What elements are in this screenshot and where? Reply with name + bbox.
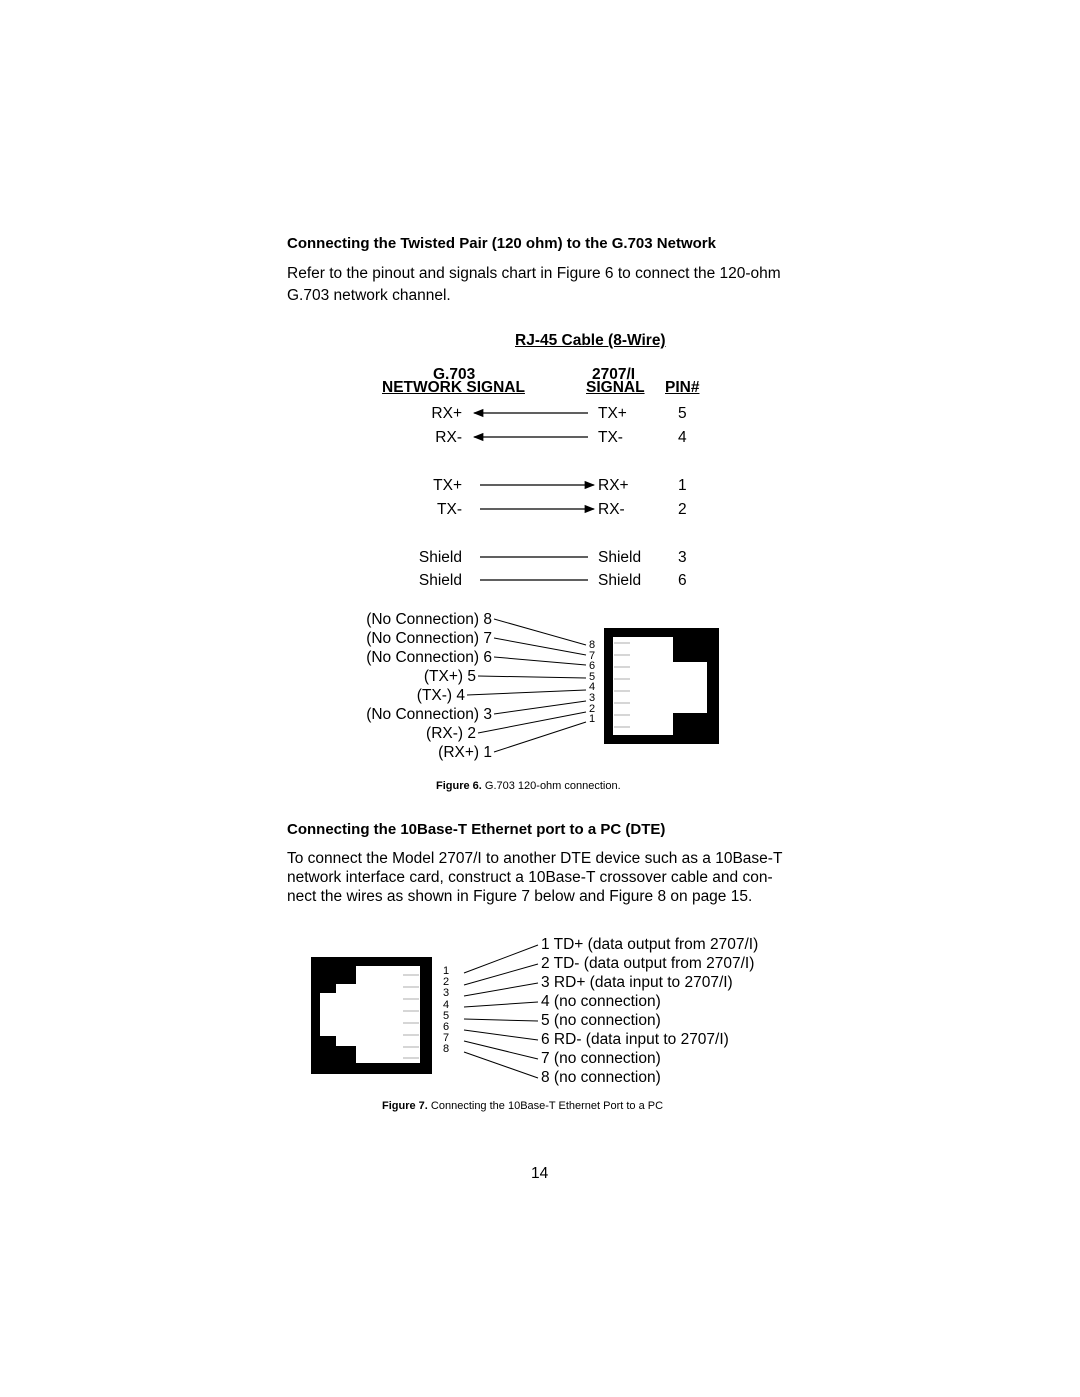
pin-description: 6 RD- (data input to 2707/I) <box>541 1031 729 1048</box>
rj45-jack-figure7 <box>311 957 432 1074</box>
rj45-jack-figure6 <box>604 628 719 744</box>
signal-cell: Shield <box>598 572 642 589</box>
jack-pin-number: 6 <box>589 660 596 673</box>
jack-pin-number: 2 <box>443 976 450 989</box>
jack-pin-label: (TX+) 5 <box>423 668 476 685</box>
col-network-signal-header: NETWORK SIGNAL <box>382 379 525 396</box>
pin-description: 5 (no connection) <box>541 1012 661 1029</box>
jack-pin-label: (No Connection) 7 <box>366 630 492 647</box>
page-number: 14 <box>531 1165 549 1182</box>
pin-description: 1 TD+ (data output from 2707/I) <box>541 936 759 953</box>
caption-text: Connecting the 10Base-T Ethernet Port to a PC <box>427 1100 664 1112</box>
paragraph-line: nect the wires as shown in Figure 7 below and Figure 8 on page 15. <box>287 888 753 905</box>
jack-pin-number: 7 <box>443 1032 450 1045</box>
signal-cell: RX+ <box>598 477 629 494</box>
jack-pin-number: 3 <box>443 987 450 1000</box>
pin-description: 3 RD+ (data input to 2707/I) <box>541 974 733 991</box>
jack-pin-label: (No Connection) 8 <box>366 611 492 628</box>
figure6-caption <box>436 780 621 792</box>
jack7-pin-numbers <box>443 966 453 1056</box>
jack-pin-number: 1 <box>589 713 596 726</box>
pin-description: 8 (no connection) <box>541 1069 661 1086</box>
jack-pin-number: 5 <box>443 1009 450 1022</box>
jack-pin-label: (TX-) 4 <box>416 687 465 704</box>
network-signal-cell: TX+ <box>433 477 462 494</box>
pin-description: 2 TD- (data output from 2707/I) <box>541 955 755 972</box>
signal-cell: TX+ <box>598 405 627 422</box>
pin-description: 4 (no connection) <box>541 993 661 1010</box>
network-signal-cell: Shield <box>418 572 462 589</box>
cable-title: RJ-45 Cable (8-Wire) <box>515 332 666 349</box>
col-2707-header: 2707/I <box>592 366 636 383</box>
jack-pin-label: (No Connection) 6 <box>366 649 492 666</box>
signal-cell: RX- <box>598 501 625 518</box>
jack-pin-numbers <box>589 640 599 725</box>
signal-cell: TX- <box>598 429 623 446</box>
pin-cell: 2 <box>678 501 687 518</box>
caption-label: Figure 6. <box>436 780 482 792</box>
jack-pin-number: 3 <box>589 691 596 704</box>
network-signal-cell: Shield <box>418 549 462 566</box>
jack-pin-number: 7 <box>589 649 596 662</box>
pin-cell: 4 <box>678 429 687 446</box>
paragraph-line: network interface card, construct a 10Base-T crossover cable and con- <box>287 869 773 886</box>
col-signal-header: SIGNAL <box>586 379 645 396</box>
jack-pin-number: 8 <box>443 1043 450 1056</box>
paragraph-line: To connect the Model 2707/I to another DTE device such as a 10Base-T <box>287 850 783 867</box>
jack-pin-number: 1 <box>443 965 450 977</box>
signal-cell: Shield <box>598 549 642 566</box>
jack-pin-number: 2 <box>589 702 596 715</box>
jack-pin-number: 4 <box>589 681 596 694</box>
jack-pin-number: 4 <box>443 998 450 1011</box>
jack-pin-label: (No Connection) 3 <box>366 706 492 723</box>
caption-label: Figure 7. <box>382 1100 428 1112</box>
pin-description: 7 (no connection) <box>541 1050 661 1067</box>
col-pin-header: PIN# <box>665 379 700 396</box>
network-signal-cell: TX- <box>437 501 462 518</box>
jack-pin-number: 8 <box>589 639 596 651</box>
jack7-leader-lines <box>464 945 538 1078</box>
figure7-caption <box>382 1100 663 1112</box>
pin-cell: 3 <box>678 549 687 566</box>
col-g703-header: G.703 <box>433 366 476 383</box>
pin-cell: 6 <box>678 572 687 589</box>
caption-text: G.703 120-ohm connection. <box>481 780 621 792</box>
pin-cell: 1 <box>678 477 687 494</box>
jack-pin-number: 5 <box>589 670 596 683</box>
network-signal-cell: RX- <box>435 429 462 446</box>
jack-pin-label: (RX+) 1 <box>438 744 492 761</box>
network-signal-cell: RX+ <box>431 405 462 422</box>
section-heading-twisted-pair: Connecting the Twisted Pair (120 ohm) to the G.703 Network <box>287 235 716 252</box>
intro-paragraph: Refer to the pinout and signals chart in Figure 6 to connect the 120-ohm G.703 network channel. <box>287 265 781 304</box>
pin-cell: 5 <box>678 405 687 422</box>
jack-pin-label: (RX-) 2 <box>426 725 476 742</box>
jack-pin-number: 6 <box>443 1021 450 1034</box>
section-heading-ethernet: Connecting the 10Base-T Ethernet port to a PC (DTE) <box>287 821 666 838</box>
